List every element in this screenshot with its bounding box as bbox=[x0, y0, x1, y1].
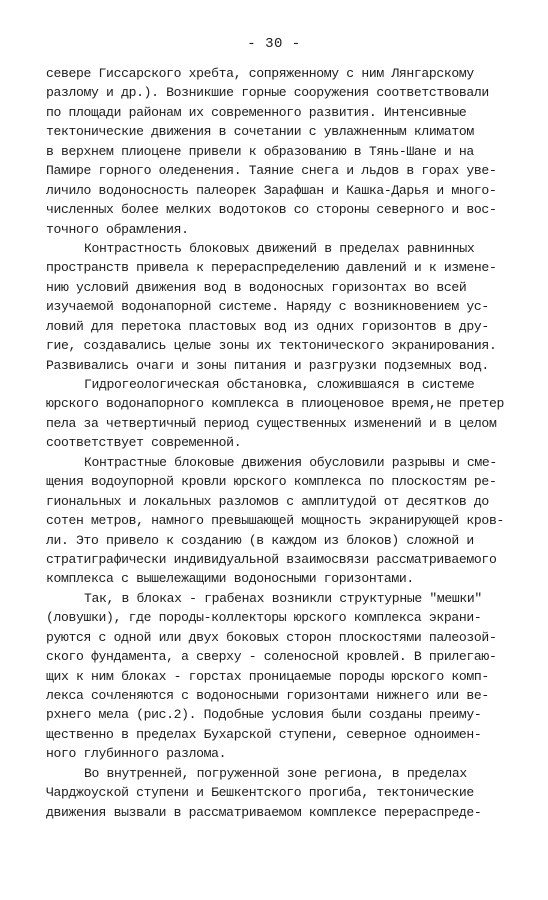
text-line: руются с одной или двух боковых сторон плоскостями палеозой- bbox=[46, 629, 497, 645]
text-line: точного обрамления. bbox=[46, 221, 189, 237]
text-line: Во внутренней, погруженной зоне региона, в пределах bbox=[84, 765, 467, 781]
text-line: комплекса с вышележащими водоносными горизонтами. bbox=[46, 571, 414, 587]
text-line: щих к ним блоках - горстах проницаемые породы юрского комп- bbox=[46, 668, 489, 684]
text-line: разлому и др.). Возникшие горные сооружения соответствовали bbox=[46, 85, 489, 101]
text-line: личило водоносность палеорек Зарафшан и Кашка-Дарья и много- bbox=[46, 182, 497, 198]
text-line: ловий для перетока пластовых вод из одних горизонтов в дру- bbox=[46, 318, 489, 334]
text-line: ного глубинного разлома. bbox=[46, 746, 227, 762]
text-line: лекса сочленяются с водоносными горизонтами нижнего или ве- bbox=[46, 688, 489, 703]
text-line: движения вызвали в рассматриваемом комплексе перераспреде- bbox=[46, 804, 482, 820]
page-number: - 30 - bbox=[247, 36, 301, 52]
text-line: соответствует современной. bbox=[46, 435, 242, 451]
text-line: пространств привела к перераспределению давлений и к измене- bbox=[46, 260, 497, 276]
text-line: пела за четвертичный период существенных изменений и в целом bbox=[46, 415, 497, 431]
text-line: Чарджоуской ступени и Бешкентского прогиба, тектонические bbox=[46, 785, 474, 801]
text-line: изучаемой водонапорной системе. Наряду с возникновением ус- bbox=[46, 299, 489, 315]
text-line: тектонические движения в сочетании с увлажненным климатом bbox=[46, 124, 474, 140]
text-line: Памире горного оледенения. Таяние снега и льдов в горах уве- bbox=[46, 163, 497, 179]
text-line: юрского водонапорного комплекса в плиоценовое время,не претер bbox=[46, 396, 504, 412]
text-line: гие, создавались целые зоны их тектонического экранирования. bbox=[46, 338, 497, 354]
text-line: севере Гиссарского хребта, сопряженному с ним Лянгарскому bbox=[46, 66, 474, 81]
text-line: ского фундамента, а сверху - соленосной кровлей. В прилегаю- bbox=[46, 649, 497, 665]
text-line: (ловушки), где породы-коллекторы юрского комплекса экрани- bbox=[46, 610, 482, 626]
text-line: Так, в блоках - грабенах возникли структурные "мешки" bbox=[84, 590, 482, 606]
text-line: Контрастность блоковых движений в пределах равнинных bbox=[84, 240, 475, 256]
text-line: стратиграфически индивидуальной взаимосвязи рассматриваемого bbox=[46, 551, 497, 567]
text-line: ли. Это привело к созданию (в каждом из блоков) сложной и bbox=[46, 532, 474, 548]
text-line: в верхнем плиоцене привели к образованию в Тянь-Шане и на bbox=[46, 143, 474, 159]
text-line: численных более мелких водотоков со стороны северного и вос- bbox=[46, 202, 497, 218]
text-line: Развивались очаги и зоны питания и разгрузки подземных вод. bbox=[46, 357, 489, 373]
body-text bbox=[46, 64, 526, 822]
text-line: щения водоупорной кровли юрского комплекса по плоскостям ре- bbox=[46, 474, 497, 490]
text-line: нию условий движения вод в водоносных горизонтах во всей bbox=[46, 279, 467, 295]
text-line: по площади районам их современного развития. Интенсивные bbox=[46, 104, 467, 120]
text-line: гиональных и локальных разломов с амплитудой от десятков до bbox=[46, 493, 489, 509]
text-line: Гидрогеологическая обстановка, сложившаяся в системе bbox=[84, 377, 475, 392]
text-line: Контрастные блоковые движения обусловили разрывы и сме- bbox=[84, 454, 497, 470]
text-line: рхнего мела (рис.2). Подобные условия были созданы преиму- bbox=[46, 707, 482, 723]
text-line: щественно в пределах Бухарской ступени, северное одноимен- bbox=[46, 726, 482, 742]
text-line: сотен метров, намного превышающей мощность экранирующей кров- bbox=[46, 513, 504, 529]
